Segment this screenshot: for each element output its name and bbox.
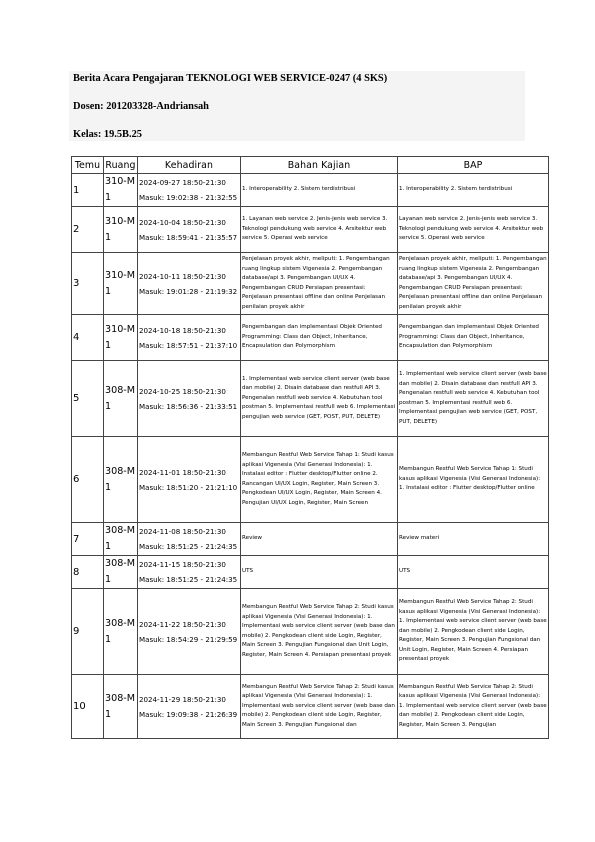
study-material: Review: [241, 523, 398, 556]
teaching-report: Layanan web service 2. Jenis-jenis web service 3. Teknologi pendukung web service 4. Arsitektur web service 5. Operasi web service: [398, 207, 549, 253]
teaching-report: 1. Interoperability 2. Sistem terdistribusi: [398, 174, 549, 207]
check-in-time: Masuk: 19:01:28 - 21:19:32: [139, 286, 238, 296]
study-material: Membangun Restful Web Service Tahap 1: Studi kasus aplikasi Vigenesia (Visi Generasi Indonesia): 1. Instalasi editor : Flutter desktop/Flutter online 2. Rancangan UI/UX Login, Register, Main Screen 3. Pengkodean UI/UX Login, Register, Main Screen 4. Pengujian UI/UX Login, Register, Main Screen: [241, 437, 398, 523]
table-row: [72, 174, 549, 207]
teaching-report: Pengembangan dan implementasi Objek Oriented Programming: Class dan Object, Inheritance, Encapsulation dan Polymorphism: [398, 315, 549, 361]
col-header-bahan-kajian: Bahan Kajian: [241, 157, 398, 174]
meeting-number: 7: [72, 523, 104, 556]
attendance-cell: [138, 556, 241, 589]
study-material: Membangun Restful Web Service Tahap 2: Studi kasus aplikasi Vigenesia (Visi Generasi Indonesia): 1. Implementasi web service client server (web base dan mobile) 2. Pengkodean client side Login, Register, Main Screen 3. Pengujian Fungsional dan: [241, 675, 398, 739]
study-material: UTS: [241, 556, 398, 589]
col-header-kehadiran: Kehadiran: [138, 157, 241, 174]
check-in-time: Masuk: 19:09:38 - 21:26:39: [139, 709, 238, 719]
attendance-cell: [138, 675, 241, 739]
table-row: [72, 556, 549, 589]
lecturer-line: Dosen: 201203328-Andriansah: [73, 101, 209, 112]
meeting-number: 3: [72, 253, 104, 315]
table-row: [72, 207, 549, 253]
schedule-time: 2024-09-27 18:50-21:30: [139, 178, 226, 187]
teaching-report: Membangun Restful Web Service Tahap 2: Studi kasus aplikasi Vigenesia (Visi Generasi Indonesia): 1. Implementasi web service client server (web base dan mobile) 2. Pengkodean client side Login, Register, Main Screen 3. Pengujian Fungsional dan Unit Login, Register, Main Screen 4. Persiapan presentasi proyek: [398, 589, 549, 675]
check-in-time: Masuk: 18:51:25 - 21:24:35: [139, 542, 238, 551]
table-row: [72, 361, 549, 437]
room-code: 308-M1: [104, 523, 138, 556]
attendance-cell: [138, 174, 241, 207]
attendance-cell: [138, 523, 241, 556]
teaching-report: 1. Implementasi web service client server (web base dan mobile) 2. Disain database dan restfull API 3. Pengenalan restfull web service 4. Kebutuhan tool postman 5. Implementasi restfull web 6. Implementasi pengujian web service (GET, POST, PUT, DELETE): [398, 361, 549, 437]
teaching-report: Membangun Restful Web Service Tahap 2: Studi kasus aplikasi Vigenesia (Visi Generasi Indonesia): 1. Implementasi web service client server (web base dan mobile) 2. Pengkodean client side Login, Register, Main Screen 3. Pengujian: [398, 675, 549, 739]
teaching-report: Review materi: [398, 523, 549, 556]
teaching-record-table: [71, 156, 549, 739]
check-in-time: Masuk: 18:59:41 - 21:35:57: [139, 232, 238, 242]
room-code: 310-M1: [104, 207, 138, 253]
attendance-cell: [138, 207, 241, 253]
col-header-bap: BAP: [398, 157, 549, 174]
check-in-time: Masuk: 18:54:29 - 21:29:59: [139, 634, 238, 644]
attendance-cell: [138, 589, 241, 675]
meeting-number: 5: [72, 361, 104, 437]
col-header-ruang: Ruang: [104, 157, 138, 174]
teaching-report: UTS: [398, 556, 549, 589]
meeting-number: 4: [72, 315, 104, 361]
table-row: [72, 315, 549, 361]
table-header-row: [72, 157, 549, 174]
table-row: [72, 589, 549, 675]
room-code: 310-M1: [104, 315, 138, 361]
schedule-time: 2024-10-18 18:50-21:30: [139, 325, 226, 335]
room-code: 308-M1: [104, 437, 138, 523]
schedule-time: 2024-11-22 18:50-21:30: [139, 619, 226, 629]
room-code: 310-M1: [104, 174, 138, 207]
table-row: [72, 675, 549, 739]
schedule-time: 2024-11-01 18:50-21:30: [139, 467, 226, 477]
schedule-time: 2024-11-29 18:50-21:30: [139, 694, 226, 704]
study-material: Pengembangan dan implementasi Objek Oriented Programming: Class dan Object, Inheritance, Encapsulation dan Polymorphism: [241, 315, 398, 361]
meeting-number: 2: [72, 207, 104, 253]
col-header-temu: Temu: [72, 157, 104, 174]
schedule-time: 2024-11-15 18:50-21:30: [139, 560, 226, 569]
study-material: Membangun Restful Web Service Tahap 2: Studi kasus aplikasi Vigenesia (Visi Generasi Indonesia): 1. Implementasi web service client server (web base dan mobile) 2. Pengkodean client side Login, Register, Main Screen 3. Pengujian Fungsional dan Unit Login, Register, Main Screen 4. Persiapan presentasi proyek: [241, 589, 398, 675]
study-material: 1. Layanan web service 2. Jenis-jenis web service 3. Teknologi pendukung web service 4. Arsitektur web service 5. Operasi web service: [241, 207, 398, 253]
meeting-number: 10: [72, 675, 104, 739]
meeting-number: 6: [72, 437, 104, 523]
check-in-time: Masuk: 18:57:51 - 21:37:10: [139, 340, 238, 350]
study-material: 1. Implementasi web service client server (web base dan mobile) 2. Disain database dan restfull API 3. Pengenalan restfull web service 4. Kebutuhan tool postman 5. Implementasi restfull web 6. Implementasi pengujian web service (GET, POST, PUT, DELETE): [241, 361, 398, 437]
teaching-report: Membangun Restful Web Service Tahap 1: Studi kasus aplikasi Vigenesia (Visi Generasi Indonesia): 1. Instalasi editor : Flutter desktop/Flutter online: [398, 437, 549, 523]
table-row: [72, 437, 549, 523]
attendance-cell: [138, 437, 241, 523]
check-in-time: Masuk: 18:56:36 - 21:33:51: [139, 401, 238, 411]
attendance-cell: [138, 361, 241, 437]
room-code: 310-M1: [104, 253, 138, 315]
study-material: 1. Interoperability 2. Sistem terdistribusi: [241, 174, 398, 207]
meeting-number: 9: [72, 589, 104, 675]
study-material: Penjelasan proyek akhir, meliputi: 1. Pengembangan ruang lingkup sistem Vigenesia 2. Pengembangan database/api 3. Pengembangan UI/UX 4. Pengembangan CRUD Persiapan presentasi: Penjelasan presentasi offline dan online Penjelasan penilaian proyek akhir: [241, 253, 398, 315]
schedule-time: 2024-10-25 18:50-21:30: [139, 386, 226, 396]
meeting-number: 1: [72, 174, 104, 207]
meeting-number: 8: [72, 556, 104, 589]
schedule-time: 2024-10-04 18:50-21:30: [139, 217, 226, 227]
room-code: 308-M1: [104, 675, 138, 739]
table-row: [72, 253, 549, 315]
schedule-time: 2024-10-11 18:50-21:30: [139, 271, 226, 281]
check-in-time: Masuk: 18:51:25 - 21:24:35: [139, 575, 238, 584]
attendance-cell: [138, 253, 241, 315]
schedule-time: 2024-11-08 18:50-21:30: [139, 527, 226, 536]
check-in-time: Masuk: 18:51:20 - 21:21:10: [139, 482, 238, 492]
room-code: 308-M1: [104, 589, 138, 675]
room-code: 308-M1: [104, 361, 138, 437]
attendance-cell: [138, 315, 241, 361]
class-line: Kelas: 19.5B.25: [73, 129, 142, 140]
table-row: [72, 523, 549, 556]
check-in-time: Masuk: 19:02:38 - 21:32:55: [139, 193, 238, 202]
room-code: 308-M1: [104, 556, 138, 589]
teaching-report: Penjelasan proyek akhir, meliputi: 1. Pengembangan ruang lingkup sistem Vigenesia 2. Pengembangan database/api 3. Pengembangan UI/UX 4. Pengembangan CRUD Persiapan presentasi: Penjelasan presentasi offline dan online Penjelasan penilaian proyek akhir: [398, 253, 549, 315]
document-title: Berita Acara Pengajaran TEKNOLOGI WEB SERVICE-0247 (4 SKS): [73, 73, 388, 84]
